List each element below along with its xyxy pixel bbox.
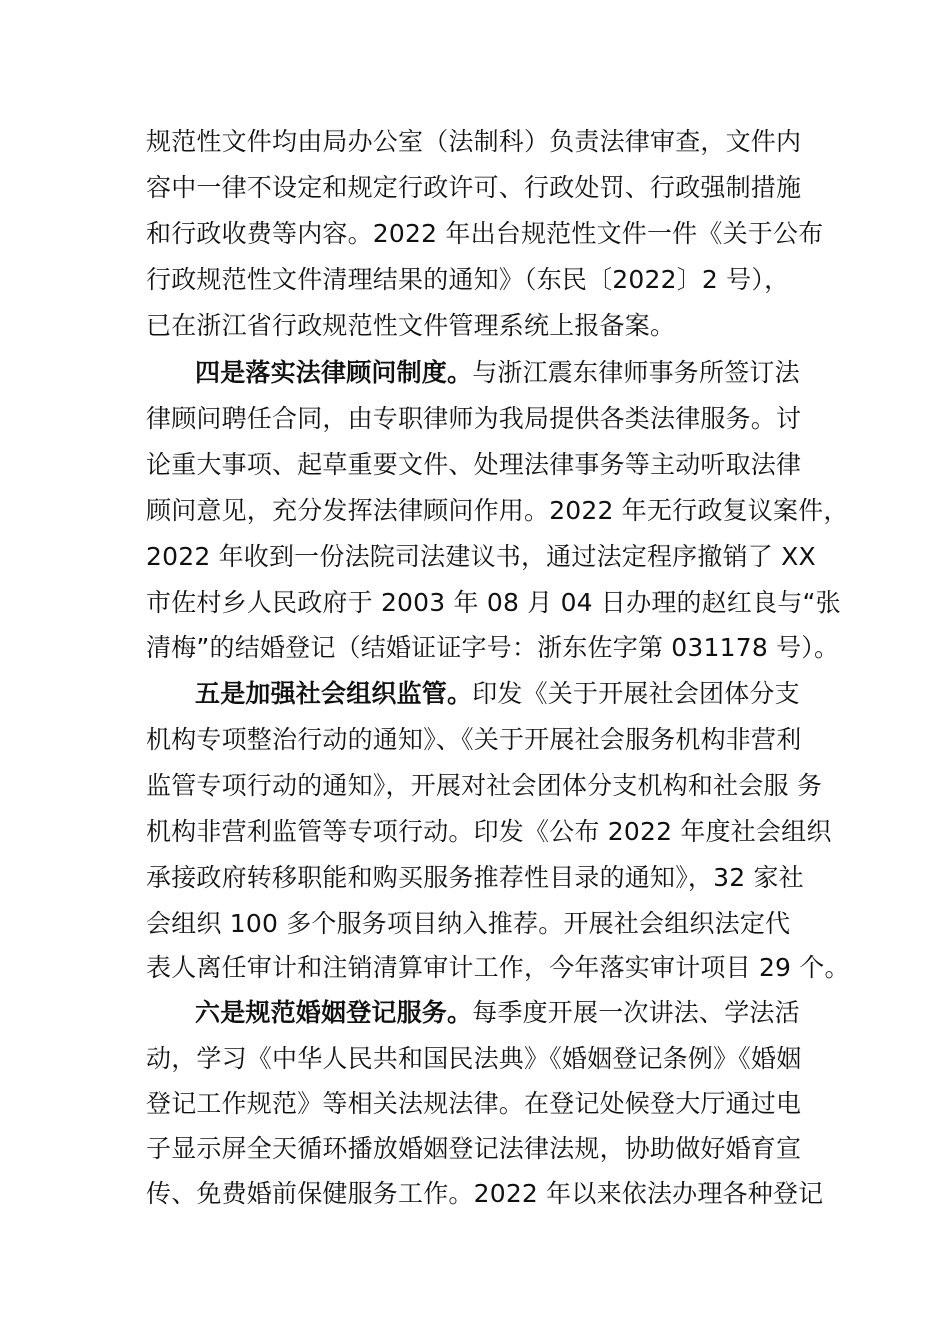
paragraph-first-line [195,671,800,717]
text-line: 表人离任审计和注销清算审计工作，今年落实审计项目 29 个。 [146,953,850,982]
paragraph-first-line [195,350,800,396]
text-line: 会组织 100 多个服务项目纳入推荐。开展社会组织法定代 [146,909,791,938]
paragraph-heading: 四是落实法律顾问制度。 [195,358,473,387]
text-line: 规范性文件均由局办公室（法制科）负责法律审查，文件内 [146,127,802,156]
paragraph-text: 每季度开展一次讲法、学法活 [472,998,800,1027]
text-line: 顾问意见，充分发挥法律顾问作用。2022 年无行政复议案件， [146,496,849,525]
text-line: 登记工作规范》等相关法规法律。在登记处候登大厅通过电 [146,1089,802,1118]
text-line: 市佐村乡人民政府于 2003 年 08 月 04 日办理的赵红良与“张 [146,588,841,617]
text-line: 论重大事项、起草重要文件、处理法律事务等主动听取法律 [146,450,802,479]
text-line: 监管专项行动的通知》，开展对社会团体分支机构和社会服 务 [146,771,823,800]
text-line: 子显示屏全天循环播放婚姻登记法律法规，协助做好婚育宣 [146,1134,802,1163]
text-line: 2022 年收到一份法院司法建议书，通过法定程序撤销了 XX [146,542,816,571]
paragraph-first-line [195,990,800,1036]
text-line: 机构非营利监管等专项行动。印发《公布 2022 年度社会组织 [146,817,832,846]
paragraph-heading: 六是规范婚姻登记服务。 [195,998,473,1027]
text-line: 律顾问聘任合同，由专职律师为我局提供各类法律服务。讨 [146,404,802,433]
text-line: 承接政府转移职能和购买服务推荐性目录的通知》，32 家社 [146,863,804,892]
text-line: 动，学习《中华人民共和国民法典》《婚姻登记条例》《婚姻 [146,1044,802,1073]
text-line: 和行政收费等内容。2022 年出台规范性文件一件《关于公布 [146,219,824,248]
paragraph-heading: 五是加强社会组织监管。 [195,679,473,708]
text-line: 机构专项整治行动的通知》、《关于开展社会服务机构非营利 [146,725,802,754]
text-line: 容中一律不设定和规定行政许可、行政处罚、行政强制措施 [146,173,802,202]
text-line: 行政规范性文件清理结果的通知》（东民〔2022〕2 号）， [146,265,790,294]
text-line: 已在浙江省行政规范性文件管理系统上报备案。 [146,311,676,340]
paragraph-text: 印发《关于开展社会团体分支 [472,679,800,708]
text-line: 传、免费婚前保健服务工作。2022 年以来依法办理各种登记 [146,1179,824,1208]
paragraph-text: 与浙江震东律师事务所签订法 [472,358,800,387]
text-line: 清梅”的结婚登记（结婚证证字号：浙东佐字第 031178 号）。 [146,633,840,662]
